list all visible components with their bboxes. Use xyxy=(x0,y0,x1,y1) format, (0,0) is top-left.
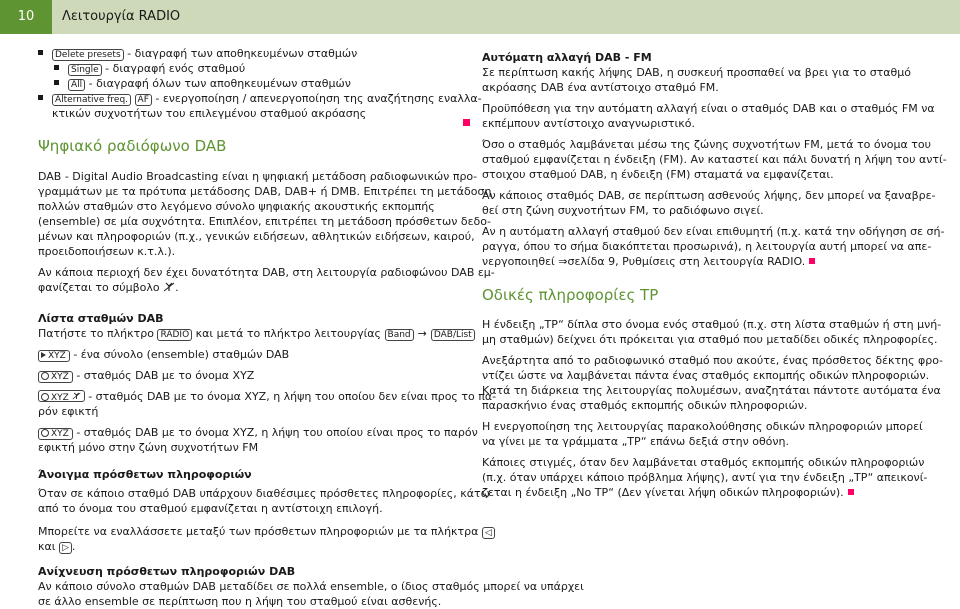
auto-paragraph-3 xyxy=(482,137,947,182)
paragraph-line: στοιχου σταθμού DAB, η ένδειξη (FM) σταματά να εμφανίζεται. xyxy=(482,168,834,181)
list-entry-fm-only xyxy=(38,425,478,440)
text: - σταθμός DAB με το όνομα XYZ, η λήψη του οποίου δεν είναι προς το πα- xyxy=(84,390,497,403)
bullet-square xyxy=(38,50,43,55)
key-af: AF xyxy=(135,94,152,106)
arrow-right-icon: → xyxy=(417,327,427,340)
no-dab-signal-icon xyxy=(163,282,175,292)
tp-paragraph-2 xyxy=(482,353,943,413)
switch-info-paragraph xyxy=(38,524,492,554)
text: . xyxy=(175,281,179,294)
paragraph-line: παρασκήνιο ένας σταθμός εκπομπής οδικών πληροφοριών. xyxy=(482,399,808,412)
text: Πατήστε το πλήκτρο xyxy=(38,327,154,340)
list-item xyxy=(38,91,482,106)
paragraph-line: Η ενεργοποίηση της λειτουργίας παρακολούθησης οδικών πληροφοριών μπορεί xyxy=(482,420,923,433)
list-entry-no-reception xyxy=(38,389,497,404)
paragraph-line: εφικτή μόνο στην ζώνη συχνοτήτων FM xyxy=(38,441,259,454)
text: XYZ xyxy=(51,372,69,382)
paragraph-line: Προϋπόθεση για την αυτόματη αλλαγή είναι ο σταθμός DAB και ο σταθμός FM να xyxy=(482,102,935,115)
station-key xyxy=(38,390,85,402)
recv-info-paragraph xyxy=(38,579,584,609)
dab-heading: Ψηφιακό ραδιόφωνο DAB xyxy=(38,137,227,155)
paragraph-line: (ensemble) σε μία συχνότητα. Επιπλέον, επιτρέπει τη μετάδοση πρόσθετων δεδο- xyxy=(38,215,491,228)
text: - ένα σύνολο (ensemble) σταθμών DAB xyxy=(69,348,290,361)
text: - σταθμός DAB με το όνομα XYZ, η λήψη του οποίου είναι προς το παρόν xyxy=(72,426,478,439)
auto-paragraph-2 xyxy=(482,101,934,131)
auto-paragraph-4 xyxy=(482,188,934,218)
paragraph-line xyxy=(482,254,934,269)
page-reference-link[interactable]: σελίδα 9, Ρυθμίσεις στη λειτουργία RADIO. xyxy=(567,255,806,268)
paragraph-line: μένων και πληροφοριών (π.χ., γενικών ειδήσεων, αθλητικών ειδήσεων, καιρού, xyxy=(38,230,475,243)
key-left: ◁ xyxy=(482,527,495,539)
key-right: ▷ xyxy=(59,542,72,554)
dab-intro-paragraph xyxy=(38,169,492,259)
section-end-marker xyxy=(848,489,854,495)
list-item xyxy=(38,46,458,61)
text: ζεται η ένδειξη „No TP“ (Δεν γίνεται λήψη οδικών πληροφοριών). xyxy=(482,486,844,499)
paragraph-line: σε άλλο ensemble σε περίπτωση που η λήψη του σταθμού είναι ασθενής. xyxy=(38,595,442,608)
paragraph-line: από το όνομα του σταθμού εμφανίζεται η αντίστοιχη επιλογή. xyxy=(38,502,383,515)
list-item-text: - διαγραφή των αποθηκευμένων σταθμών xyxy=(123,47,358,60)
page-number: 10 xyxy=(0,0,52,34)
paragraph-line: Όσο ο σταθμός λαμβάνεται μέσω της ζώνης συχνοτήτων FM, μετά το όνομα του xyxy=(482,138,931,151)
text: και xyxy=(38,540,56,553)
key-alternative-freq: Alternative freq. xyxy=(52,94,131,106)
paragraph-line: Αν κάποια περιοχή δεν έχει δυνατότητα DAB, στη λειτουργία ραδιοφώνου DAB εμ- xyxy=(38,266,495,279)
list-item-text: - διαγραφή όλων των αποθηκευμένων σταθμών xyxy=(85,77,351,90)
tp-heading: Οδικές πληροφορίες TP xyxy=(482,286,659,304)
station-list-heading: Λίστα σταθμών DAB xyxy=(38,312,164,325)
paragraph-line: (π.χ. όταν υπάρχει κάποιο πρόβλημα λήψης), αντί για την ένδειξη „TP“ απεικονί- xyxy=(482,471,928,484)
paragraph-line: Κατά τη διάρκεια της λειτουργίας πολυμέσων, αναζητάται πάντοτε αυτόματα ένα xyxy=(482,384,941,397)
paragraph-line: Σε περίπτωση κακής λήψης DAB, η συσκευή προσπαθεί να βρει για το σταθμό xyxy=(482,66,912,79)
auto-switch-heading: Αυτόματη αλλαγή DAB - FM xyxy=(482,51,652,64)
paragraph-line: ρόν εφικτή xyxy=(38,405,99,418)
list-entry-ensemble xyxy=(38,347,458,362)
right-column xyxy=(482,46,947,500)
text: και μετά το πλήκτρο λειτουργίας xyxy=(195,327,382,340)
page-title: Λειτουργία RADIO xyxy=(62,9,181,24)
station-key xyxy=(38,428,73,440)
press-instruction xyxy=(38,326,472,341)
paragraph-line: πολλών σταθμών στο λεγόμενο σύνολο ψηφιακής ακουστικής εκπομπής xyxy=(38,200,435,213)
paragraph-line: θεί στη ζώνη συχνοτήτων FM, το ραδιόφωνο σιγεί. xyxy=(482,204,764,217)
no-dab-paragraph xyxy=(38,265,495,295)
paragraph-line: ραγγα, όπου το σήμα διακόπτεται προσωρινά), η λειτουργία αυτή μπορεί να απε- xyxy=(482,240,932,253)
paragraph-line: εκπέμπουν αντίστοιχο αναγνωριστικό. xyxy=(482,117,695,130)
list-item-text: - ενεργοποίηση / απενεργοποίηση της αναζήτησης εναλλα- xyxy=(151,92,482,105)
open-info-paragraph xyxy=(38,486,490,516)
open-info-heading: Άνοιγμα πρόσθετων πληροφοριών xyxy=(38,468,252,481)
ensemble-key xyxy=(38,350,70,362)
paragraph-line: ακρόασης DAB ένα αντίστοιχο σταθμό FM. xyxy=(482,81,719,94)
play-triangle-icon xyxy=(41,352,46,358)
paragraph-line xyxy=(38,280,458,295)
paragraph-line: Αν η αυτόματη αλλαγή σταθμού δεν είναι επιθυμητή (π.χ. κατά την οδήγηση σε σή- xyxy=(482,225,945,238)
circle-icon xyxy=(41,393,49,401)
text: φανίζεται το σύμβολο xyxy=(38,281,160,294)
paragraph-line: Κάποιες στιγμές, όταν δεν λαμβάνεται σταθμός εκπομπής οδικών πληροφοριών xyxy=(482,456,925,469)
auto-paragraph-1 xyxy=(482,65,934,95)
circle-icon xyxy=(41,372,49,380)
paragraph-line: DAB - Digital Audio Broadcasting είναι η ψηφιακή μετάδοση ραδιοφωνικών προ- xyxy=(38,170,478,183)
list-item-text: - διαγραφή ενός σταθμού xyxy=(101,62,246,75)
text: νεργοποιηθεί xyxy=(482,255,555,268)
list-item-continuation: κτικών συχνοτήτων του επιλεγμένου σταθμού ακρόασης xyxy=(52,107,367,120)
paragraph-line: ντίζει ώστε να λαμβάνεται πάντα ένας σταθμός εκπομπής οδικών πληροφοριών. xyxy=(482,369,930,382)
page-header xyxy=(0,0,960,34)
key-all: All xyxy=(68,79,85,91)
paragraph-line: Αν κάποιο σύνολο σταθμών DAB μεταδίδει σε πολλά ensemble, ο ίδιος σταθμός μπορεί να υπάρχει xyxy=(38,580,584,593)
paragraph-line: να γίνει με τα γράμματα „TP“ επάνω δεξιά στην οθόνη. xyxy=(482,435,790,448)
paragraph-line: μη σταθμών) δείχνει ότι πρόκειται για σταθμό που μεταδίδει οδικές πληροφορίες. xyxy=(482,333,938,346)
text: XYZ xyxy=(48,351,66,361)
auto-paragraph-5 xyxy=(482,224,945,269)
tp-paragraph-3 xyxy=(482,419,934,449)
no-dab-signal-icon xyxy=(72,391,81,401)
key-radio: RADIO xyxy=(157,329,192,341)
bullet-square xyxy=(54,65,59,70)
recv-info-heading: Ανίχνευση πρόσθετων πληροφοριών DAB xyxy=(38,565,296,578)
key-delete-presets: Delete presets xyxy=(52,49,124,61)
tp-paragraph-4 xyxy=(482,455,934,500)
text: XYZ xyxy=(51,429,69,439)
paragraph-line: Όταν σε κάποιο σταθμό DAB υπάρχουν διαθέσιμες πρόσθετες πληροφορίες, κάτω xyxy=(38,487,490,500)
bullet-square xyxy=(38,95,43,100)
reference-arrow-icon: ⇒ xyxy=(558,255,568,268)
station-key xyxy=(38,371,73,383)
paragraph-line xyxy=(38,539,458,554)
paragraph-line xyxy=(482,485,934,500)
paragraph-line: Ανεξάρτητα από το ραδιοφωνικό σταθμό που ακούτε, ένας πρόσθετος δέκτης φρο- xyxy=(482,354,943,367)
bullet-square xyxy=(54,80,59,85)
section-end-marker xyxy=(809,258,815,264)
circle-icon xyxy=(41,429,49,437)
key-single: Single xyxy=(68,64,102,76)
paragraph-line: Αν κάποιος σταθμός DAB, σε περίπτωση ασθενούς λήψης, δεν μπορεί να ξαναβρε- xyxy=(482,189,936,202)
tp-paragraph-1 xyxy=(482,317,942,347)
text: . xyxy=(71,540,76,553)
key-band: Band xyxy=(385,329,414,341)
list-item xyxy=(38,61,458,76)
paragraph-line: σταθμού εμφανίζεται η ένδειξη (FM). Αν καταστεί και πάλι δυνατή η λήψη του αντί- xyxy=(482,153,947,166)
text: Μπορείτε να εναλλάσσετε μεταξύ των πρόσθετων πληροφοριών με τα πλήκτρα xyxy=(38,525,479,538)
section-end-marker xyxy=(463,119,470,126)
text: - σταθμός DAB με το όνομα XYZ xyxy=(72,369,255,382)
paragraph-line xyxy=(38,524,492,539)
key-dab-list: DAB/List xyxy=(431,329,475,341)
paragraph-line: προειδοποιήσεων κ.τ.λ.). xyxy=(38,245,176,258)
list-item xyxy=(38,76,458,91)
paragraph-line: γραμμάτων με τα πρότυπα μετάδοσης DAB, DAB+ ή DMB. Επιτρέπει τη μετάδοση xyxy=(38,185,492,198)
paragraph-line: Η ένδειξη „TP“ δίπλα στο όνομα ενός σταθμού (π.χ. στη λίστα σταθμών ή στη μνή- xyxy=(482,318,942,331)
text: XYZ xyxy=(51,393,69,403)
list-entry-station xyxy=(38,368,458,383)
